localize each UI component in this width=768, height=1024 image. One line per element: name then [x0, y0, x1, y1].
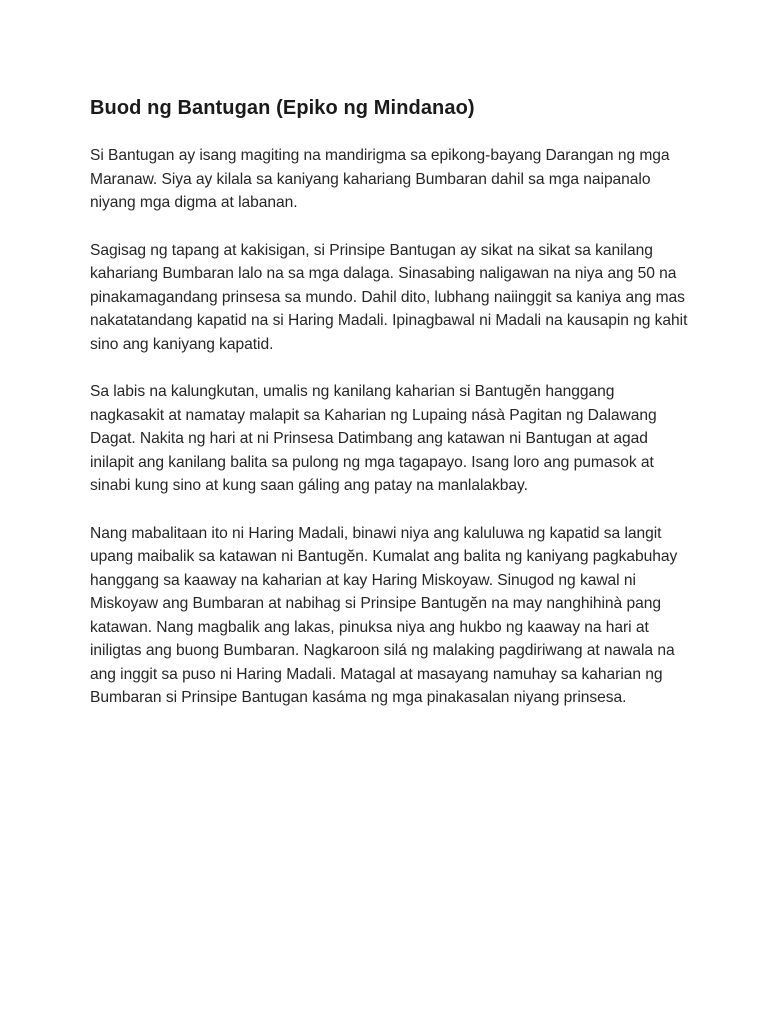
document-title: Buod ng Bantugan (Epiko ng Mindanao): [90, 97, 475, 119]
paragraph-4: Nang mabalitaan ito ni Haring Madali, binawi niya ang kaluluwa ng kapatid sa langit upang maibalik sa katawan ni Bantugĕn. Kumalat ang balita ng kaniyang pagkabuhay hanggang sa kaaway na kaharian at kay Haring Miskoyaw. Sinugod ng kawal ni Miskoyaw ang Bumbaran at nabihag si Prinsipe Bantugĕn na may nanghihinà pang katawan. Nang magbalik ang lakas, pinuksa niya ang hukbo ng kaaway na hari at iniligtas ang buong Bumbaran. Nagkaroon silá ng malaking pagdiriwang at nawala na ang inggit sa puso ni Haring Madali. Matagal at masayang namuhay sa kaharian ng Bumbaran si Prinsipe Bantugan kasáma ng mga pinakasalan niyang prinsesa.: [90, 524, 678, 706]
document-page: [90, 94, 690, 734]
paragraph-2: Sagisag ng tapang at kakisigan, si Prinsipe Bantugan ay sikat na sikat sa kanilang kahariang Bumbaran lalo na sa mga dalaga. Sinasabing naligawan na niya ang 50 na pinakamagandang prinsesa sa mundo. Dahil dito, lubhang naiinggit sa kaniya ang mas nakatatandang kapatid na si Haring Madali. Ipinagbawal ni Madali na kausapin ng kahit sino ang kaniyang kapatid.: [90, 241, 688, 353]
paragraph-1: Si Bantugan ay isang magiting na mandirigma sa epikong-bayang Darangan ng mga Maranaw. Siya ay kilala sa kaniyang kahariang Bumbaran dahil sa mga naipanalo niyang mga digma at labanan.: [90, 147, 670, 211]
paragraph-3: Sa labis na kalungkutan, umalis ng kanilang kaharian si Bantugĕn hanggang nagkasakit at namatay malapit sa Kaharian ng Lupaing násà Pagitan ng Dalawang Dagat. Nakita ng hari at ni Prinsesa Datimbang ang katawan ni Bantugan at agad inilapit ang kanilang balita sa pulong ng mga tagapayo. Isang loro ang pumasok at sinabi kung sino at kung saan gáling ang patay na manlalakbay.: [90, 383, 657, 494]
